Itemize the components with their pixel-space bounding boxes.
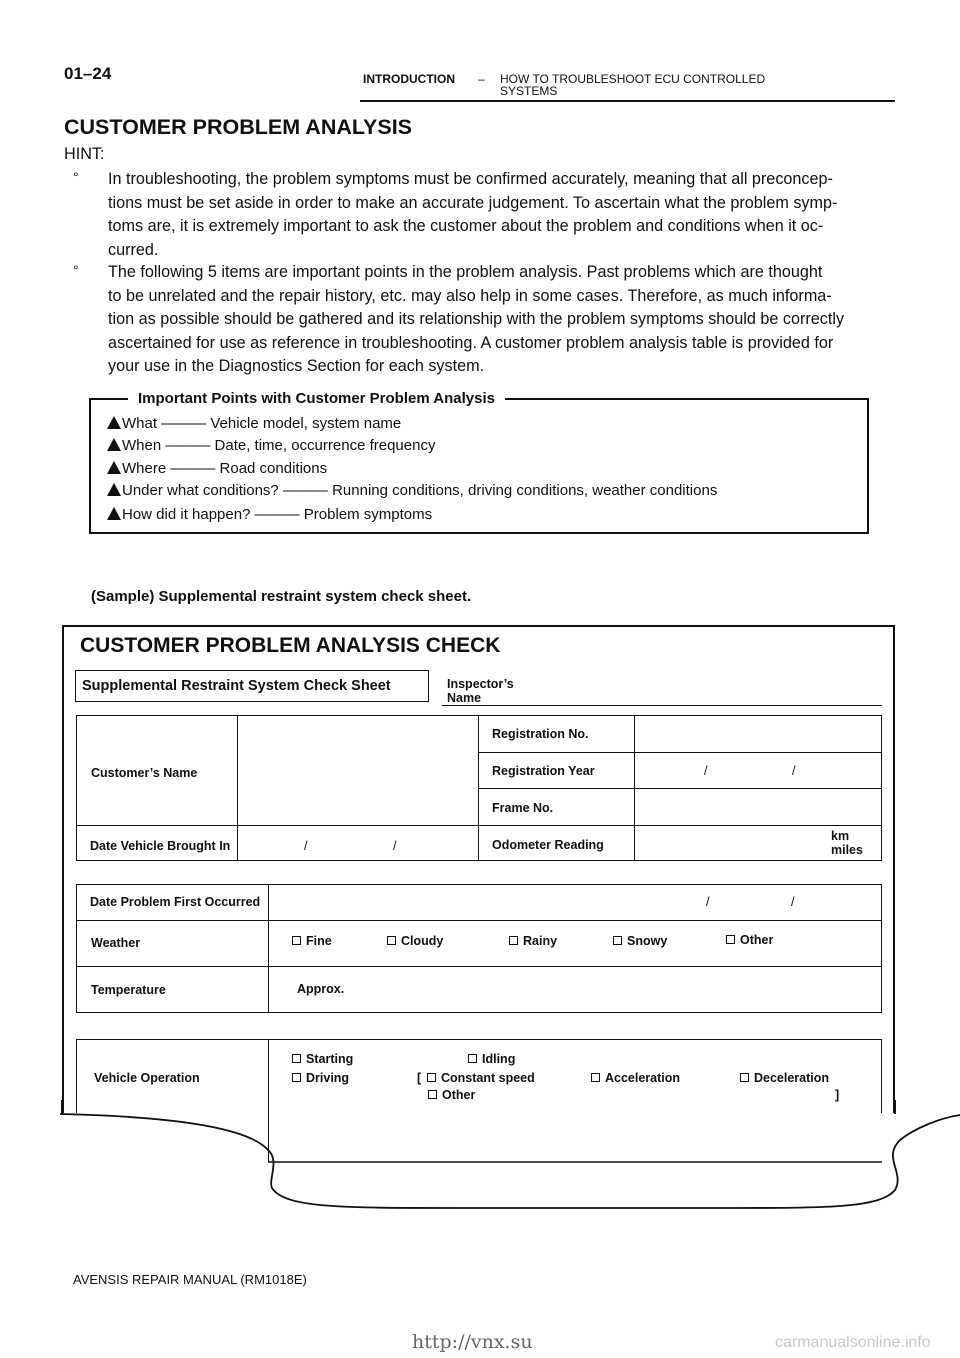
triangle-icon [107,438,121,451]
important-point: What ——— Vehicle model, system name [107,415,401,432]
operation-acceleration[interactable]: Acceleration [591,1071,680,1085]
date-first-occurred-label: Date Problem First Occurred [90,895,261,909]
triangle-icon [107,507,121,520]
header-rule [360,100,895,102]
check-sheet-title: CUSTOMER PROBLEM ANALYSIS CHECK [80,634,501,657]
footer-text: AVENSIS REPAIR MANUAL (RM1018E) [73,1272,307,1287]
table-divider [76,825,882,826]
close-bracket: ] [835,1088,840,1102]
bullet-mark: ° [73,169,79,185]
table-divider [268,884,269,1013]
important-point: When ——— Date, time, occurrence frequency [107,437,435,454]
miles-unit: miles [831,843,863,857]
date-separator: / [393,839,397,853]
table-divider [237,715,238,861]
frame-no-label: Frame No. [492,801,554,815]
operation-deceleration[interactable]: Deceleration [740,1071,829,1085]
hint-paragraph-2: The following 5 items are important points in the problem analysis. Past problems which are thought to be unrelated and the repair history, etc. may also help in some cases. Therefore, as much informa- tion as possible should be gathered and its relationship with the problem symptoms should be correctly ascertained for use as reference in troubleshooting. A customer problem analysis table is provided for your use in the Diagnostics Section for each system. [108,263,845,375]
date-separator: / [706,895,710,909]
header-topic-line1: HOW TO TROUBLESHOOT ECU CONTROLLED [500,72,766,86]
odometer-label: Odometer Reading [492,838,604,852]
triangle-icon [107,483,121,496]
header-topic-line2: SYSTEMS [500,84,558,98]
date-brought-in-label: Date Vehicle Brought In [90,839,231,853]
weather-option-other[interactable]: Other [726,933,773,947]
date-separator: / [304,839,308,853]
weather-option-snowy[interactable]: Snowy [613,934,667,948]
watermark-site: carmanualsonline.info [775,1334,931,1351]
checkbox-icon[interactable] [613,936,622,945]
operation-driving[interactable]: Driving [292,1071,349,1085]
triangle-icon [107,461,121,474]
weather-label: Weather [91,936,141,950]
customer-name-label: Customer’s Name [91,766,198,780]
temperature-label: Temperature [91,983,166,997]
sample-caption: (Sample) Supplemental restraint system check sheet. [91,588,472,605]
table-divider [76,920,882,921]
inspector-label-name: Name [447,691,482,705]
checkbox-icon[interactable] [726,935,735,944]
check-sheet-subtitle: Supplemental Restraint System Check Sheet [82,678,391,694]
checkbox-icon[interactable] [591,1073,600,1082]
checkbox-icon[interactable] [292,936,301,945]
header-section: INTRODUCTION [363,72,455,86]
inspector-line [442,705,882,706]
bullet-mark: ° [73,262,79,278]
inspector-label: Inspector’s [447,677,514,691]
operation-idling[interactable]: Idling [468,1052,515,1066]
page-title: CUSTOMER PROBLEM ANALYSIS [64,115,413,139]
operation-other[interactable]: Other [428,1088,475,1102]
header-dash: – [478,72,485,86]
checkbox-icon[interactable] [468,1054,477,1063]
operation-constant-speed[interactable]: Constant speed [427,1071,535,1085]
date-separator: / [791,895,795,909]
important-points-title: Important Points with Customer Problem Analysis [128,390,505,407]
vehicle-operation-label: Vehicle Operation [94,1071,200,1085]
checkbox-icon[interactable] [292,1054,301,1063]
hint-label: HINT: [64,145,105,163]
table-divider [76,966,882,967]
date-separator: / [704,764,708,778]
registration-no-label: Registration No. [492,727,589,741]
checkbox-icon[interactable] [428,1090,437,1099]
weather-option-fine[interactable]: Fine [292,934,332,948]
page-number: 01–24 [64,64,112,83]
table-divider [76,1039,882,1040]
important-point: Where ——— Road conditions [107,460,327,477]
checkbox-icon[interactable] [427,1073,436,1082]
watermark-url[interactable]: http://vnx.su [412,1331,533,1353]
table-divider [478,752,882,753]
triangle-icon [107,416,121,429]
weather-option-cloudy[interactable]: Cloudy [387,934,443,948]
registration-year-label: Registration Year [492,764,595,778]
checkbox-icon[interactable] [387,936,396,945]
torn-edge-illustration [0,1100,960,1230]
hint-paragraph-1: In troubleshooting, the problem symptoms must be confirmed accurately, meaning that all preconcep- tions must be set aside in order to make an accurate judgement. To ascertain what the problem symp- toms are, it is extremely important to ask the customer about the problem and conditions when it oc- curred. [108,170,838,259]
date-separator: / [792,764,796,778]
important-point: Under what conditions? ——— Running conditions, driving conditions, weather conditions [107,482,717,499]
checkbox-icon[interactable] [740,1073,749,1082]
open-bracket: [ [417,1071,422,1085]
important-point: How did it happen? ——— Problem symptoms [107,506,432,523]
table-divider [478,788,882,789]
checkbox-icon[interactable] [509,936,518,945]
operation-starting[interactable]: Starting [292,1052,353,1066]
approx-label: Approx. [297,982,345,996]
checkbox-icon[interactable] [292,1073,301,1082]
km-unit: km [831,829,850,843]
weather-option-rainy[interactable]: Rainy [509,934,557,948]
